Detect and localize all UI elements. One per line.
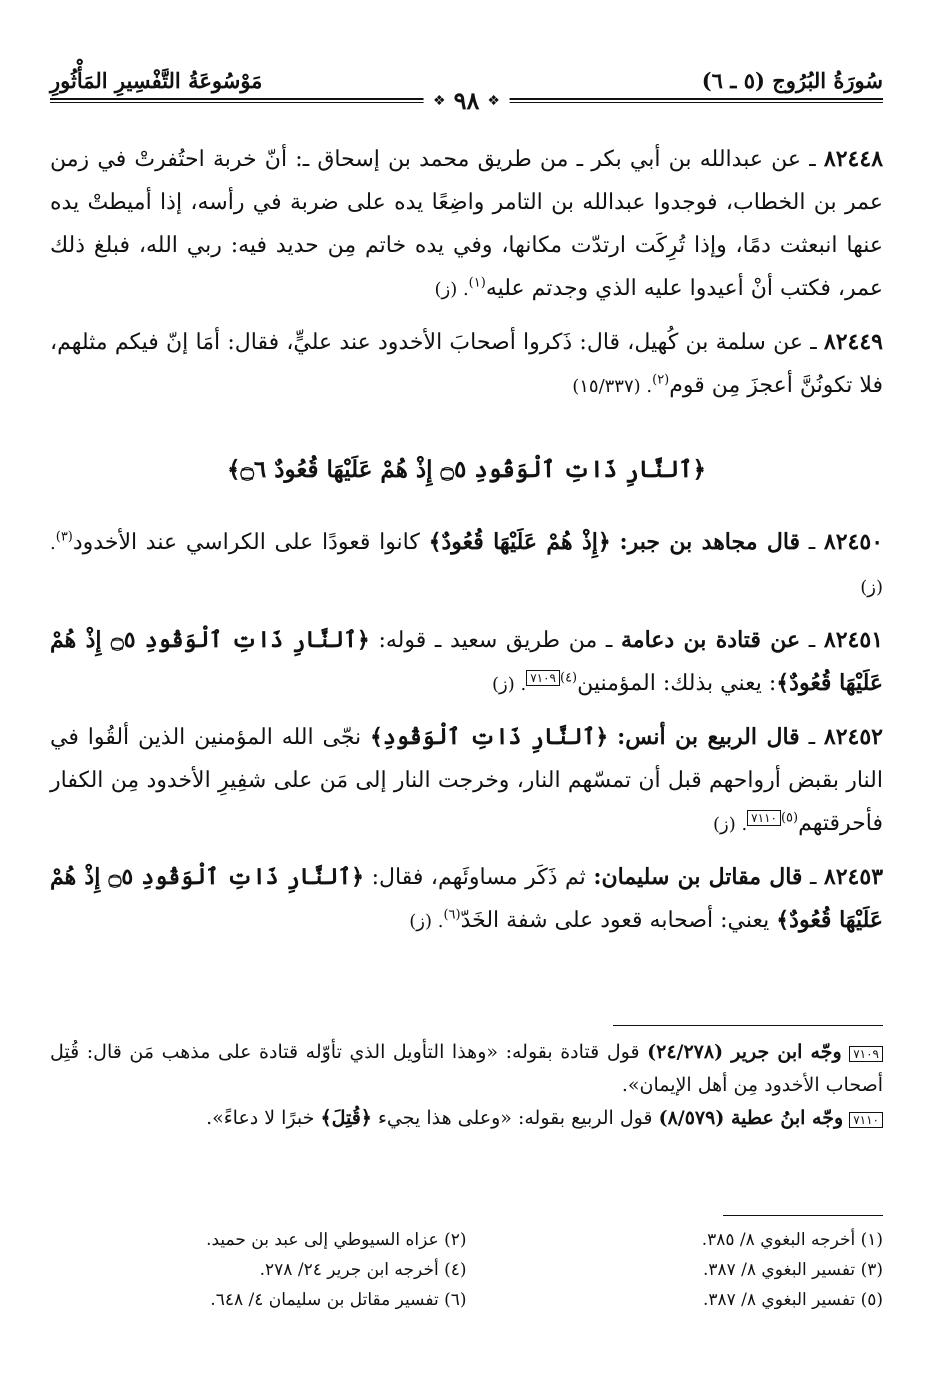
source-sign: . (ز) (50, 533, 883, 598)
narration-text: ـ عن عبدالله بن أبي بكر ـ من طريق محمد بن إسحاق ـ: أنّ خربة احتُفرتْ في زمن عمر بن الخطاب، فوجدوا عبدالله بن التامر واضِعًا يده على ضربة في رأسه، إذا أميطتْ يده عنها انبعثت دمًا، وإذا تُرِكَت ارتدّت مكانها، وفي يده خاتم مِن حديد فيه: ربي الله، فبلغ ذلك عمر، فكتب أنْ أعيدوا عليه الذي وجدتم عليه (50, 147, 883, 301)
note-author: وجّه ابن جرير (٢٤/٢٧٨) (647, 1041, 842, 1063)
note-ref-box: ٧١١٠ (747, 810, 781, 826)
verse-quote: ﴿قُتِلَ﴾ (320, 1107, 372, 1129)
page-number: ٩٨ (453, 86, 480, 115)
source-sign: . (ز) (712, 814, 748, 835)
footnote-3: (٣) تفسير البغوي ٨/ ٣٨٧. (702, 1260, 883, 1280)
ornament-icon: ❖ (433, 92, 446, 109)
narration-number: ٨٢٤٥٠ (823, 529, 884, 555)
footnote-5: (٥) تفسير البغوي ٨/ ٣٨٧. (702, 1290, 883, 1310)
narrator-name: عن قتادة بن دعامة (621, 627, 801, 653)
footnote-ref: (٦) (443, 907, 461, 923)
note-7109 (50, 1036, 883, 1102)
narration-number: ٨٢٤٥٢ (823, 724, 883, 750)
footnote-ref: (٥) (780, 810, 799, 826)
note-number-box: ٧١١٠ (849, 1112, 883, 1128)
footnote-1: (١) أخرجه البغوي ٨/ ٣٨٥. (701, 1230, 883, 1250)
source-sign: . (١٥/٣٣٧) (572, 376, 653, 397)
footnote-6: (٦) تفسير مقاتل بن سليمان ٤/ ٦٤٨. (210, 1290, 467, 1310)
footnote-ref: (١) (468, 275, 486, 291)
narration-82448 (50, 138, 883, 311)
narration-82450: ٨٢٤٥٠ ـ قال مجاهد بن جبر: ﴿إِذْ هُمْ عَلَيْهَا قُعُودٌ﴾ كانوا قعودًا على الكراسي عند الأخدود$^{(٣)}$. (ز) (50, 529, 884, 598)
narration-text: : يعني بذلك: المؤمنين (577, 671, 777, 696)
source-sign: . (ز) (492, 674, 527, 695)
verse-quote: ﴿ٱلنَّارِ ذَاتِ ٱلْوَقُودِ ۝٥ إِذْ هُمْ عَلَيْهَا قُعُودٌ﴾ (50, 627, 883, 696)
book-page (50, 0, 883, 1382)
note-7110 (50, 1102, 883, 1135)
note-ref-box: ٧١٠٩ (526, 670, 560, 686)
ornament-icon: ❖ (487, 92, 500, 109)
footnote-ref: (٢) (652, 372, 670, 388)
note-text: قول قتادة بقوله: «وهذا التأويل الذي تأوّله قتادة على مذهب مَن قال: قُتِل أصحاب الأخدود مِن أهل الإيمان». (50, 1041, 883, 1096)
chain-text: ـ من طريق سعيد ـ قوله: (378, 628, 613, 653)
main-text (50, 138, 883, 953)
footnotes-divider (723, 1215, 883, 1216)
narration-number: ٨٢٤٤٩ (823, 329, 883, 355)
narrator-name: قال الربيع بن أنس: (617, 724, 800, 750)
narration-text: ـ عن سلمة بن كُهيل، قال: ذَكروا أصحابَ الأخدود عند عليٍّ، فقال: أمَا إنّ فيكم مثلهم، فلا تكونُنَّ أعجزَ مِن قوم (50, 330, 883, 398)
narration-number: ٨٢٤٤٨ (823, 146, 884, 172)
narration-text-2: يعني: أصحابه قعود على شفة الخَدّ (460, 908, 770, 933)
footnotes (50, 1225, 883, 1315)
source-sign: . (ز) (434, 279, 469, 300)
narration-number: ٨٢٤٥١ (823, 627, 884, 653)
narration-text: كانوا قعودًا على الكراسي عند الأخدود (72, 530, 420, 555)
narration-82453: ٨٢٤٥٣ ـ قال مقاتل بن سليمان: ثم ذَكَر مساوئَهم، فقال: ﴿ٱلنَّارِ ذَاتِ ٱلْوَقُودِ ۝٥ إِذْ هُمْ عَلَيْهَا قُعُودٌ﴾ يعني: أصحابه قعود على شفة الخَدّ$^{(٦)}$. (ز) (50, 864, 884, 933)
verse-quote: ﴿إِذْ هُمْ عَلَيْهَا قُعُودٌ﴾ (428, 529, 611, 555)
narration-number: ٨٢٤٥٣ (823, 864, 884, 890)
page-header (50, 62, 883, 115)
quran-verse: ﴿ٱلنَّارِ ذَاتِ ٱلْوَقُودِ ۝٥ إِذْ هُمْ عَلَيْهَا قُعُودٌ ۝٦﴾ (226, 456, 707, 483)
page-number-box (423, 86, 510, 115)
note-text-2: خبرًا لا دعاءً». (206, 1107, 315, 1129)
note-author: وجّه ابنُ عطية (٨/٥٧٩) (658, 1107, 844, 1129)
narration-text: ثم ذَكَر مساوئَهم، فقال: (371, 865, 586, 890)
footnote-2: (٢) عزاه السيوطي إلى عبد بن حميد. (206, 1230, 467, 1250)
narrator-name: قال مقاتل بن سليمان: (593, 864, 803, 890)
verse-quote: ﴿ٱلنَّارِ ذَاتِ ٱلْوَقُودِ ۝٥ إِذْ هُمْ عَلَيْهَا قُعُودٌ﴾ (50, 864, 883, 933)
footnote-ref: (٣) (55, 529, 73, 545)
book-title: مَوْسُوعَةُ التَّفْسِيرِ المَأْثُورِ (50, 68, 263, 93)
verse-quote: ﴿ٱلنَّارِ ذَاتِ ٱلْوَقُودِ﴾ (370, 724, 609, 750)
footnote-ref: (٤) (559, 670, 578, 686)
notes-divider (613, 1025, 883, 1026)
narrator-name: قال مجاهد بن جبر: (619, 529, 801, 555)
narration-82452: ٨٢٤٥٢ ـ قال الربيع بن أنس: ﴿ٱلنَّارِ ذَاتِ ٱلْوَقُودِ﴾ نجّى الله المؤمنين الذين ألقُوا في النار بقبض أرواحهم قبل أن تمسّهم النار، وخرجت النار إلى مَن على شفِيرِ الأخدود مِن الكفار فأحرقتهم$^{(٥)}$٧١١٠. (ز) (50, 724, 883, 836)
source-sign: . (ز) (409, 911, 444, 932)
narration-82449 (50, 321, 883, 408)
surah-title: سُورَةُ البُرُوج (٥ ـ ٦) (701, 68, 883, 93)
narration-text: نجّى الله المؤمنين الذين ألقُوا في النار بقبض أرواحهم قبل أن تمسّهم النار، وخرجت النار إلى مَن على شفِيرِ الأخدود مِن الكفار فأحرقتهم (50, 725, 883, 836)
note-text: قول الربيع بقوله: «وعلى هذا يجيء (377, 1107, 653, 1129)
narration-82451: ٨٢٤٥١ ـ عن قتادة بن دعامة ـ من طريق سعيد ـ قوله: ﴿ٱلنَّارِ ذَاتِ ٱلْوَقُودِ ۝٥ إِذْ هُمْ عَلَيْهَا قُعُودٌ﴾: يعني بذلك: المؤمنين$^{(٤)}$٧١٠٩. (ز) (50, 627, 884, 696)
footnote-4: (٤) أخرجه ابن جرير ٢٤/ ٢٧٨. (259, 1260, 467, 1280)
note-number-box: ٧١٠٩ (849, 1046, 883, 1062)
commentary-notes (50, 1036, 883, 1135)
